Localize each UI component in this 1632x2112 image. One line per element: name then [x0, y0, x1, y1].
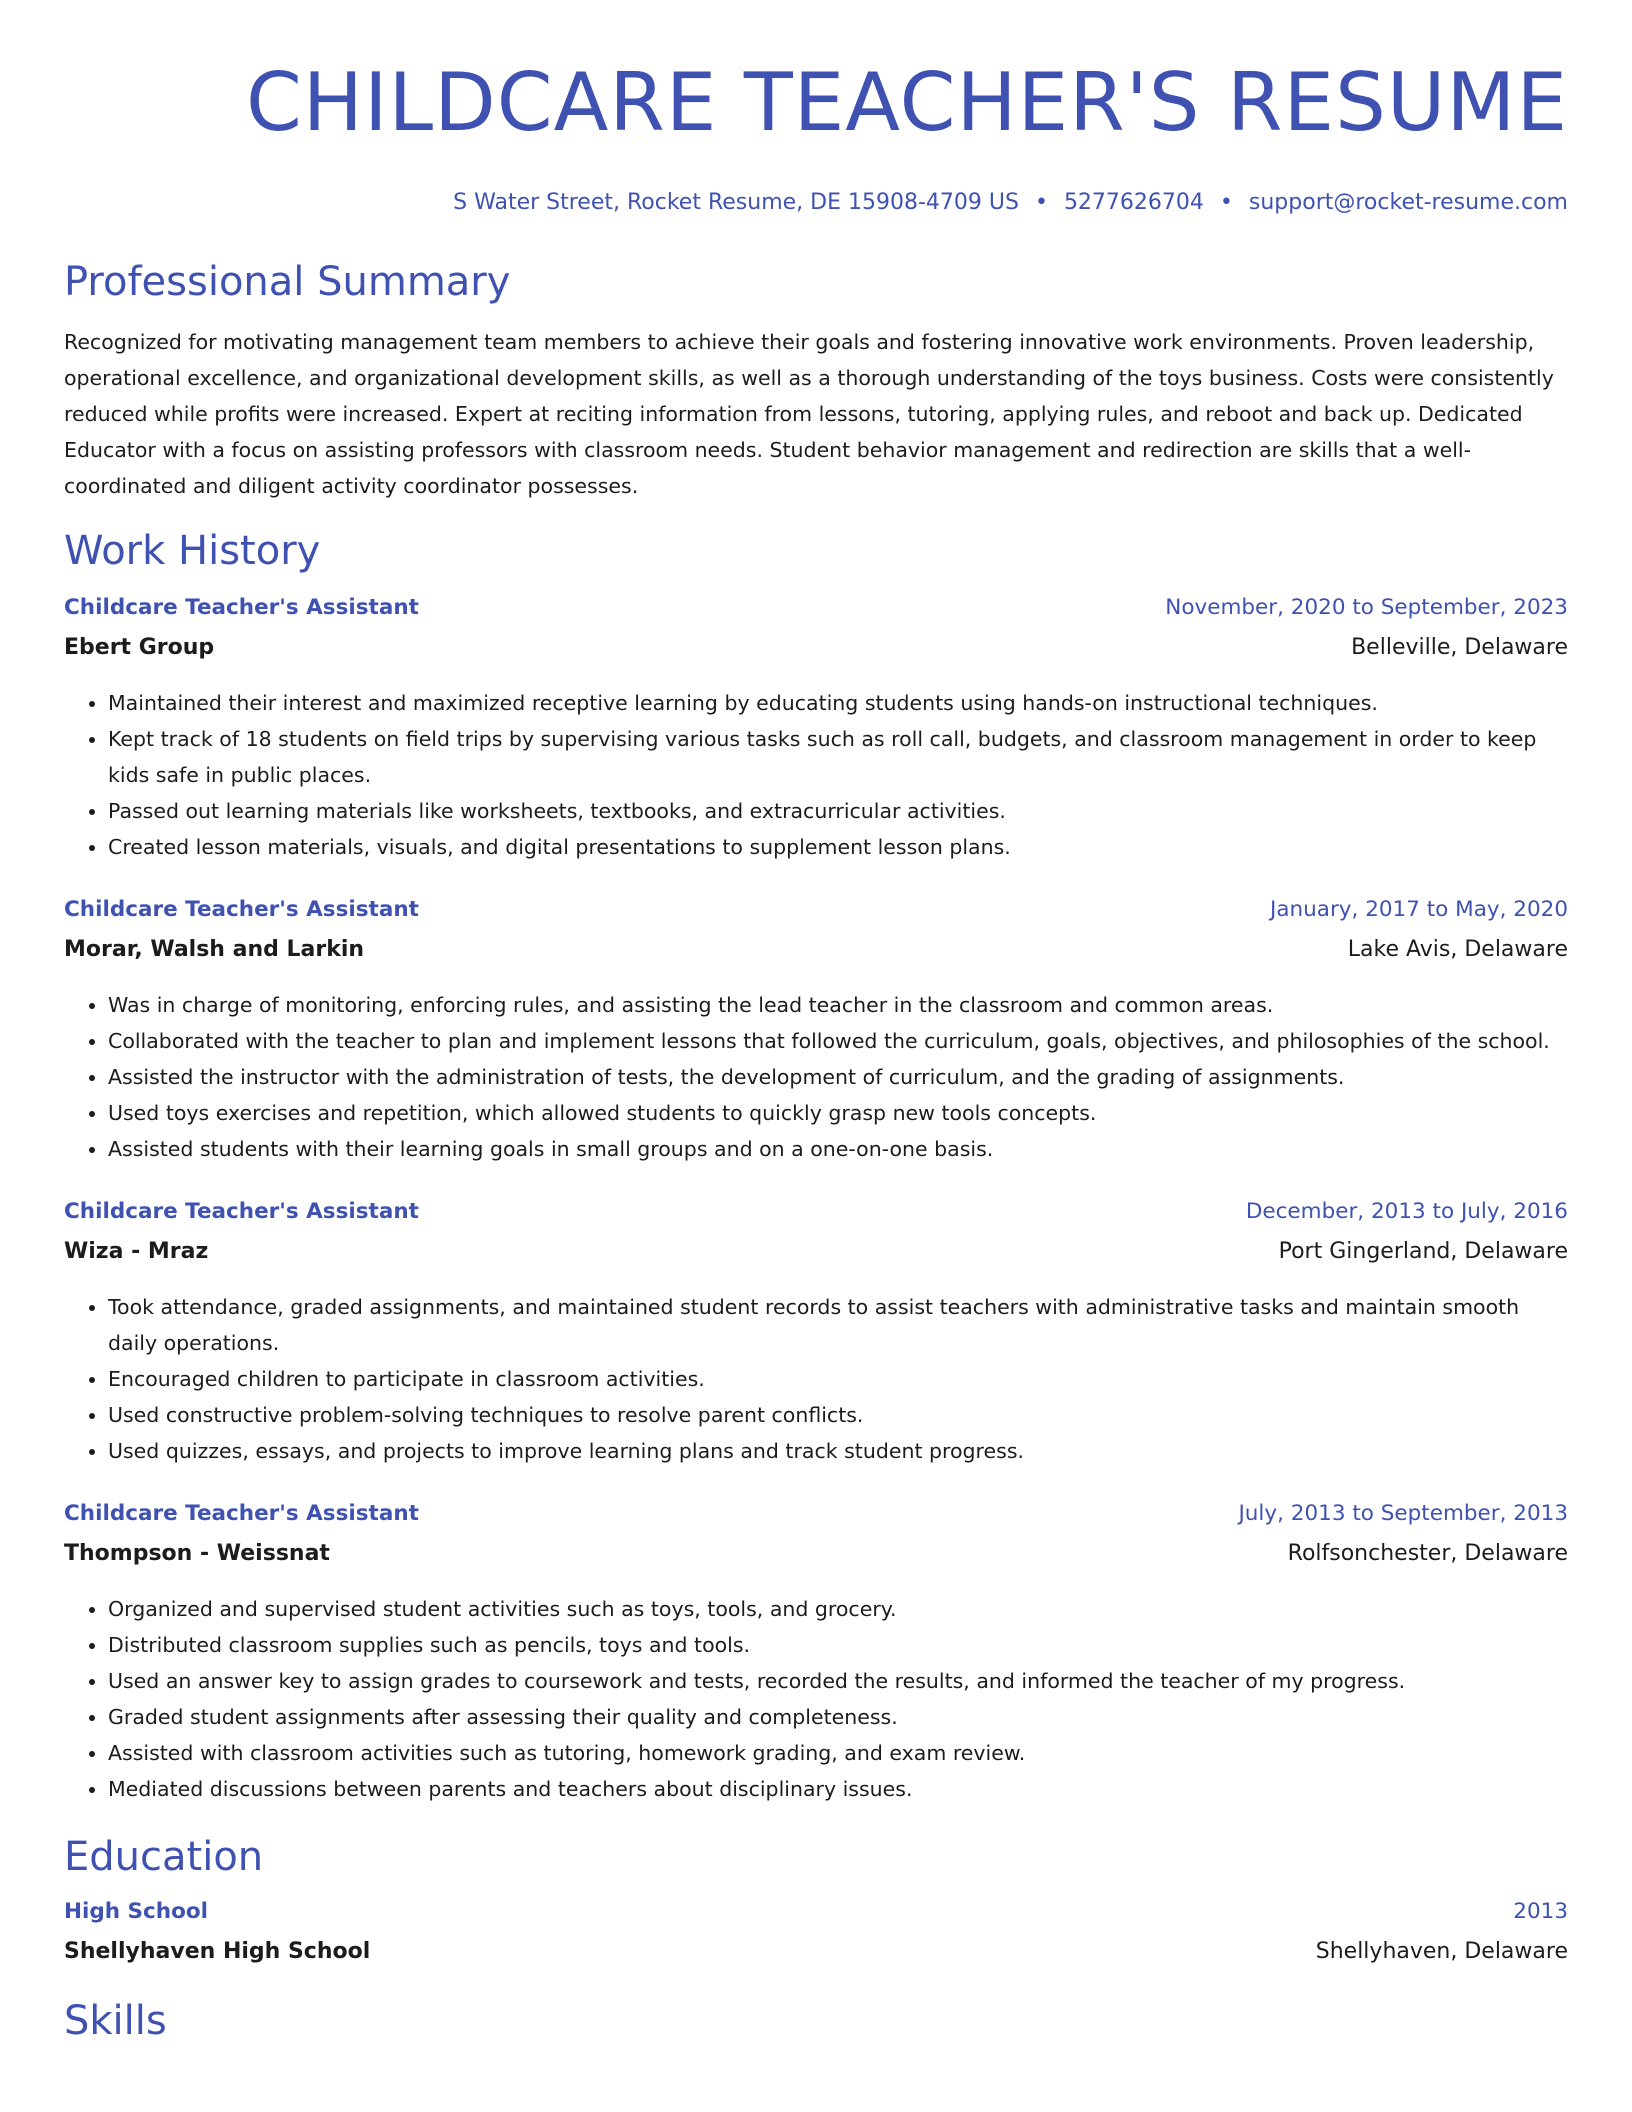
education-entry	[64, 1897, 1568, 1967]
contact-line	[64, 188, 1568, 218]
bullet-item: • Collaborated with the teacher to plan and implement lessons that followed the curriculum, goals, objectives, and philosophies of the school.	[108, 1023, 1568, 1059]
separator-dot: •	[1219, 190, 1233, 215]
job-location: Port Gingerland, Delaware	[1278, 1239, 1568, 1264]
job-header	[64, 593, 1568, 623]
bullet-item: • Passed out learning materials like worksheets, textbooks, and extracurricular activities.	[108, 793, 1568, 829]
job-title: Childcare Teacher's Assistant	[64, 1199, 419, 1224]
job-bullets	[64, 1591, 1568, 1807]
bullet-item: • Was in charge of monitoring, enforcing rules, and assisting the lead teacher in the classroom and common areas.	[108, 987, 1568, 1023]
bullet-item: • Assisted with classroom activities such as tutoring, homework grading, and exam review.	[108, 1735, 1568, 1771]
summary-text: Recognized for motivating management team members to achieve their goals and fostering innovative work environments. Proven leadership, operational excellence, and organizational development skills, as well as a thorough understanding of the toys business. Costs were consistently reduced while profits were increased. Expert at reciting information from lessons, tutoring, applying rules, and reboot and back up. Dedicated Educator with a focus on assisting professors with classroom needs. Student behavior management and redirection are skills that a well-coordinated and diligent activity coordinator possesses.	[64, 330, 1554, 498]
education-header	[64, 1897, 1568, 1927]
bullet-item: • Kept track of 18 students on field trips by supervising various tasks such as roll call, budgets, and classroom management in order to keep kids safe in public places.	[108, 721, 1568, 793]
email: support@rocket-resume.com	[1248, 190, 1568, 215]
job-subheader	[64, 935, 1568, 965]
bullet-item: • Used toys exercises and repetition, which allowed students to quickly grasp new tools concepts.	[108, 1095, 1568, 1131]
bullet-item: • Organized and supervised student activities such as toys, tools, and grocery.	[108, 1591, 1568, 1627]
job-location: Lake Avis, Delaware	[1347, 937, 1568, 962]
job-entry	[64, 1499, 1568, 1807]
job-entry	[64, 895, 1568, 1167]
job-subheader	[64, 633, 1568, 663]
graduation-year: 2013	[1513, 1899, 1568, 1924]
bullet-item: • Used constructive problem-solving techniques to resolve parent conflicts.	[108, 1397, 1568, 1433]
bullet-item: • Distributed classroom supplies such as pencils, toys and tools.	[108, 1627, 1568, 1663]
job-title: Childcare Teacher's Assistant	[64, 897, 419, 922]
school-name: Shellyhaven High School	[64, 1939, 371, 1964]
job-bullets	[64, 987, 1568, 1167]
bullet-item: • Encouraged children to participate in classroom activities.	[108, 1361, 1568, 1397]
resume-title: CHILDCARE TEACHER'S RESUME	[245, 56, 1568, 149]
bullet-item: • Used an answer key to assign grades to coursework and tests, recorded the results, and informed the teacher of my progress.	[108, 1663, 1568, 1699]
job-bullets	[64, 1289, 1568, 1469]
phone: 5277626704	[1063, 190, 1204, 215]
job-subheader	[64, 1539, 1568, 1569]
job-subheader	[64, 1237, 1568, 1267]
school-location: Shellyhaven, Delaware	[1315, 1939, 1568, 1964]
bullet-item: • Assisted the instructor with the administration of tests, the development of curriculum, and the grading of assignments.	[108, 1059, 1568, 1095]
bullet-item: • Assisted students with their learning goals in small groups and on a one-on-one basis.	[108, 1131, 1568, 1167]
job-title: Childcare Teacher's Assistant	[64, 1501, 419, 1526]
job-header	[64, 1197, 1568, 1227]
section-title-skills: Skills	[64, 1998, 167, 2044]
job-title: Childcare Teacher's Assistant	[64, 595, 419, 620]
job-dates: November, 2020 to September, 2023	[1165, 595, 1568, 620]
section-title-work-history: Work History	[64, 528, 321, 574]
bullet-item: • Created lesson materials, visuals, and digital presentations to supplement lesson plans.	[108, 829, 1568, 865]
job-entry	[64, 593, 1568, 865]
section-title-summary: Professional Summary	[64, 259, 511, 305]
bullet-item: • Took attendance, graded assignments, and maintained student records to assist teachers with administrative tasks and maintain smooth daily operations.	[108, 1289, 1568, 1361]
job-header	[64, 1499, 1568, 1529]
bullet-item: • Graded student assignments after assessing their quality and completeness.	[108, 1699, 1568, 1735]
resume-page	[64, 0, 1568, 2045]
company-name: Morar, Walsh and Larkin	[64, 937, 365, 962]
degree: High School	[64, 1899, 208, 1924]
bullet-item: • Mediated discussions between parents and teachers about disciplinary issues.	[108, 1771, 1568, 1807]
job-bullets	[64, 685, 1568, 865]
job-entry	[64, 1197, 1568, 1469]
company-name: Thompson - Weissnat	[64, 1541, 330, 1566]
job-dates: December, 2013 to July, 2016	[1245, 1199, 1568, 1224]
section-title-education: Education	[64, 1834, 264, 1880]
job-header	[64, 895, 1568, 925]
education-subheader	[64, 1937, 1568, 1967]
bullet-item: • Maintained their interest and maximized receptive learning by educating students using hands-on instructional techniques.	[108, 685, 1568, 721]
job-dates: July, 2013 to September, 2013	[1238, 1501, 1568, 1526]
job-location: Belleville, Delaware	[1351, 635, 1568, 660]
bullet-item: • Used quizzes, essays, and projects to improve learning plans and track student progress.	[108, 1433, 1568, 1469]
separator-dot: •	[1034, 190, 1048, 215]
work-history-list	[64, 593, 1568, 1807]
address: S Water Street, Rocket Resume, DE 15908-4709 US	[453, 190, 1019, 215]
company-name: Wiza - Mraz	[64, 1239, 209, 1264]
job-dates: January, 2017 to May, 2020	[1270, 897, 1568, 922]
job-location: Rolfsonchester, Delaware	[1287, 1541, 1568, 1566]
company-name: Ebert Group	[64, 635, 215, 660]
